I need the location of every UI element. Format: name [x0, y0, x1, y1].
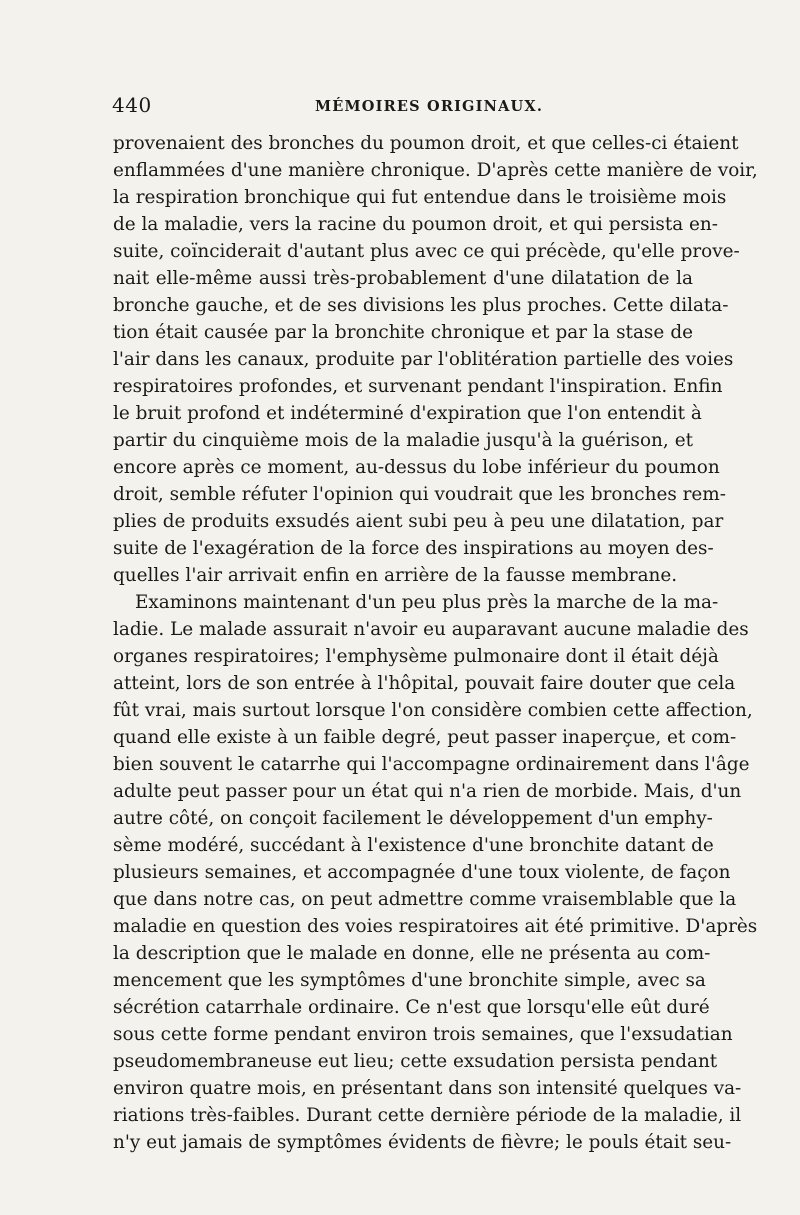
paragraph	[113, 589, 758, 1156]
text-line: le bruit profond et indéterminé d'expiration que l'on entendit à	[113, 403, 702, 424]
text-line: ladie. Le malade assurait n'avoir eu auparavant aucune maladie des	[113, 619, 749, 640]
text-line: l'air dans les canaux, produite par l'oblitération partielle des voies	[113, 349, 734, 370]
text-line: quand elle existe à un faible degré, peut passer inaperçue, et com-	[113, 727, 737, 748]
text-line: droit, semble réfuter l'opinion qui voudrait que les bronches rem-	[113, 484, 726, 505]
page-header	[112, 93, 688, 123]
paragraph	[113, 130, 758, 589]
text-line: autre côté, on conçoit facilement le développement d'un emphy-	[113, 808, 713, 829]
text-line: bronche gauche, et de ses divisions les plus proches. Cette dilata-	[113, 295, 729, 316]
text-line: pseudomembraneuse eut lieu; cette exsudation persista pendant	[113, 1051, 718, 1072]
text-line: adulte peut passer pour un état qui n'a rien de morbide. Mais, d'un	[113, 781, 742, 802]
text-line: tion était causée par la bronchite chronique et par la stase de	[113, 322, 693, 343]
text-line: riations très-faibles. Durant cette dernière période de la maladie, il	[113, 1105, 742, 1126]
text-line: sécrétion catarrhale ordinaire. Ce n'est que lorsqu'elle eût duré	[113, 997, 710, 1018]
text-line: mencement que les symptômes d'une bronchite simple, avec sa	[113, 970, 706, 991]
text-line: environ quatre mois, en présentant dans son intensité quelques va-	[113, 1078, 742, 1099]
text-line: de la maladie, vers la racine du poumon droit, et qui persista en-	[113, 214, 718, 235]
text-line: la description que le malade en donne, elle ne présenta au com-	[113, 943, 711, 964]
text-line: la respiration bronchique qui fut entendue dans le troisième mois	[113, 187, 727, 208]
text-line: nait elle-même aussi très-probablement d'une dilatation de la	[113, 268, 693, 289]
text-line: provenaient des bronches du poumon droit, et que celles-ci étaient	[113, 133, 739, 154]
text-line: partir du cinquième mois de la maladie jusqu'à la guérison, et	[113, 430, 693, 451]
text-line: sous cette forme pendant environ trois semaines, que l'exsudatian	[113, 1024, 733, 1045]
text-line: sème modéré, succédant à l'existence d'une bronchite datant de	[113, 835, 714, 856]
text-line: fût vrai, mais surtout lorsque l'on considère combien cette affection,	[113, 700, 753, 721]
text-line: plusieurs semaines, et accompagnée d'une toux violente, de façon	[113, 862, 731, 883]
text-line: bien souvent le catarrhe qui l'accompagne ordinairement dans l'âge	[113, 754, 750, 775]
text-line: maladie en question des voies respiratoires ait été primitive. D'après	[113, 916, 758, 937]
text-line: quelles l'air arrivait enfin en arrière de la fausse membrane.	[113, 565, 678, 586]
text-line: suite, coïnciderait d'autant plus avec ce qui précède, qu'elle prove-	[113, 241, 740, 262]
text-line: n'y eut jamais de symptômes évidents de fièvre; le pouls était seu-	[113, 1132, 732, 1153]
text-line: organes respiratoires; l'emphysème pulmonaire dont il était déjà	[113, 646, 719, 667]
text-line: Examinons maintenant d'un peu plus près la marche de la ma-	[135, 592, 719, 613]
text-line: suite de l'exagération de la force des inspirations au moyen des-	[113, 538, 714, 559]
page-number: 440	[112, 93, 152, 117]
text-line: plies de produits exsudés aient subi peu à peu une dilatation, par	[113, 511, 724, 532]
text-line: respiratoires profondes, et survenant pendant l'inspiration. Enfin	[113, 376, 723, 397]
text-line: encore après ce moment, au-dessus du lobe inférieur du poumon	[113, 457, 720, 478]
body-text	[113, 130, 758, 1156]
text-line: enflammées d'une manière chronique. D'après cette manière de voir,	[113, 160, 758, 181]
text-line: atteint, lors de son entrée à l'hôpital, pouvait faire douter que cela	[113, 673, 736, 694]
running-head: MÉMOIRES ORIGINAUX.	[315, 98, 544, 115]
text-line: que dans notre cas, on peut admettre comme vraisemblable que la	[113, 889, 737, 910]
